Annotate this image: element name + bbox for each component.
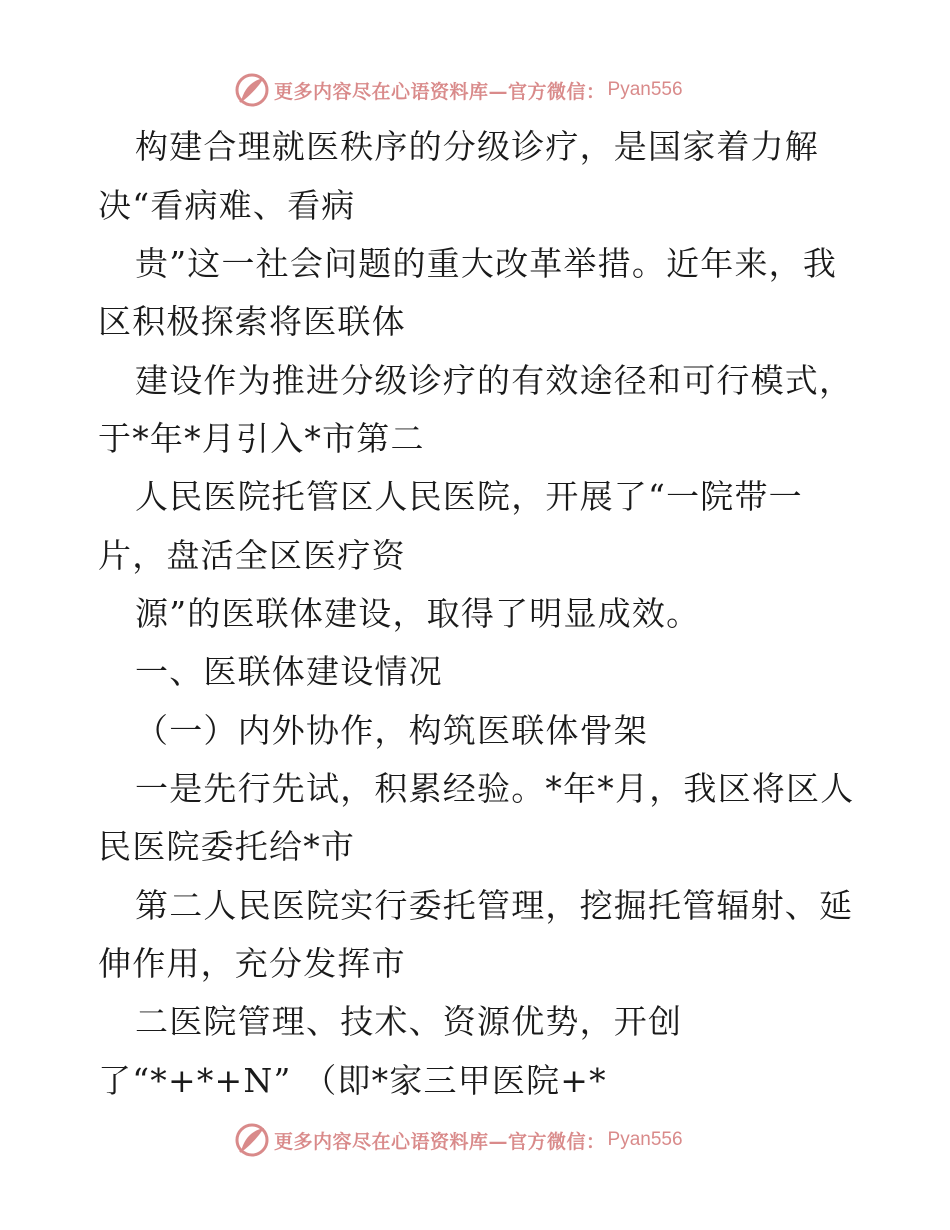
text-line: 第二人民医院实行委托管理，挖掘托管辐射、延 [135,886,854,925]
text-line: 区积极探索将医联体 [98,302,406,341]
text-line: 伸作用，充分发挥市 [98,944,406,983]
text-line: 一是先行先试，积累经验。*年*月，我区将区人 [135,769,855,808]
watermark-text: 更多内容尽在心语资料库—官方微信： [274,80,606,103]
text-line: 民医院委托给*市 [98,827,356,866]
watermark-brand: Pyan556 [607,1129,683,1150]
text-line: 片，盘活全区医疗资 [98,536,406,575]
text-line: 了“*+*+N” （即*家三甲医院+* [98,1061,607,1100]
subsection-heading: （一）内外协作，构筑医联体骨架 [135,711,648,750]
text-line: 构建合理就医秩序的分级诊疗，是国家着力解 [135,127,819,166]
footer-watermark [234,1120,754,1160]
text-line: 贵”这一社会问题的重大改革举措。近年来，我 [135,244,838,283]
pen-logo-icon [234,1122,270,1158]
text-line: 建设作为推进分级诊疗的有效途径和可行模式， [135,361,854,400]
text-line: 于*年*月引入*市第二 [98,419,425,458]
pen-logo-icon [234,72,270,108]
watermark-text: 更多内容尽在心语资料库—官方微信： [274,1130,606,1153]
text-line: 二医院管理、技术、资源优势，开创 [135,1002,683,1041]
text-line: 源”的医联体建设，取得了明显成效。 [135,594,701,633]
header-watermark [234,70,754,110]
text-line: 决“看病难、看病 [98,186,356,225]
text-line: 人民医院托管区人民医院，开展了“一院带一 [135,477,803,516]
watermark-brand: Pyan556 [607,79,683,100]
section-heading: 一、医联体建设情况 [135,652,443,691]
